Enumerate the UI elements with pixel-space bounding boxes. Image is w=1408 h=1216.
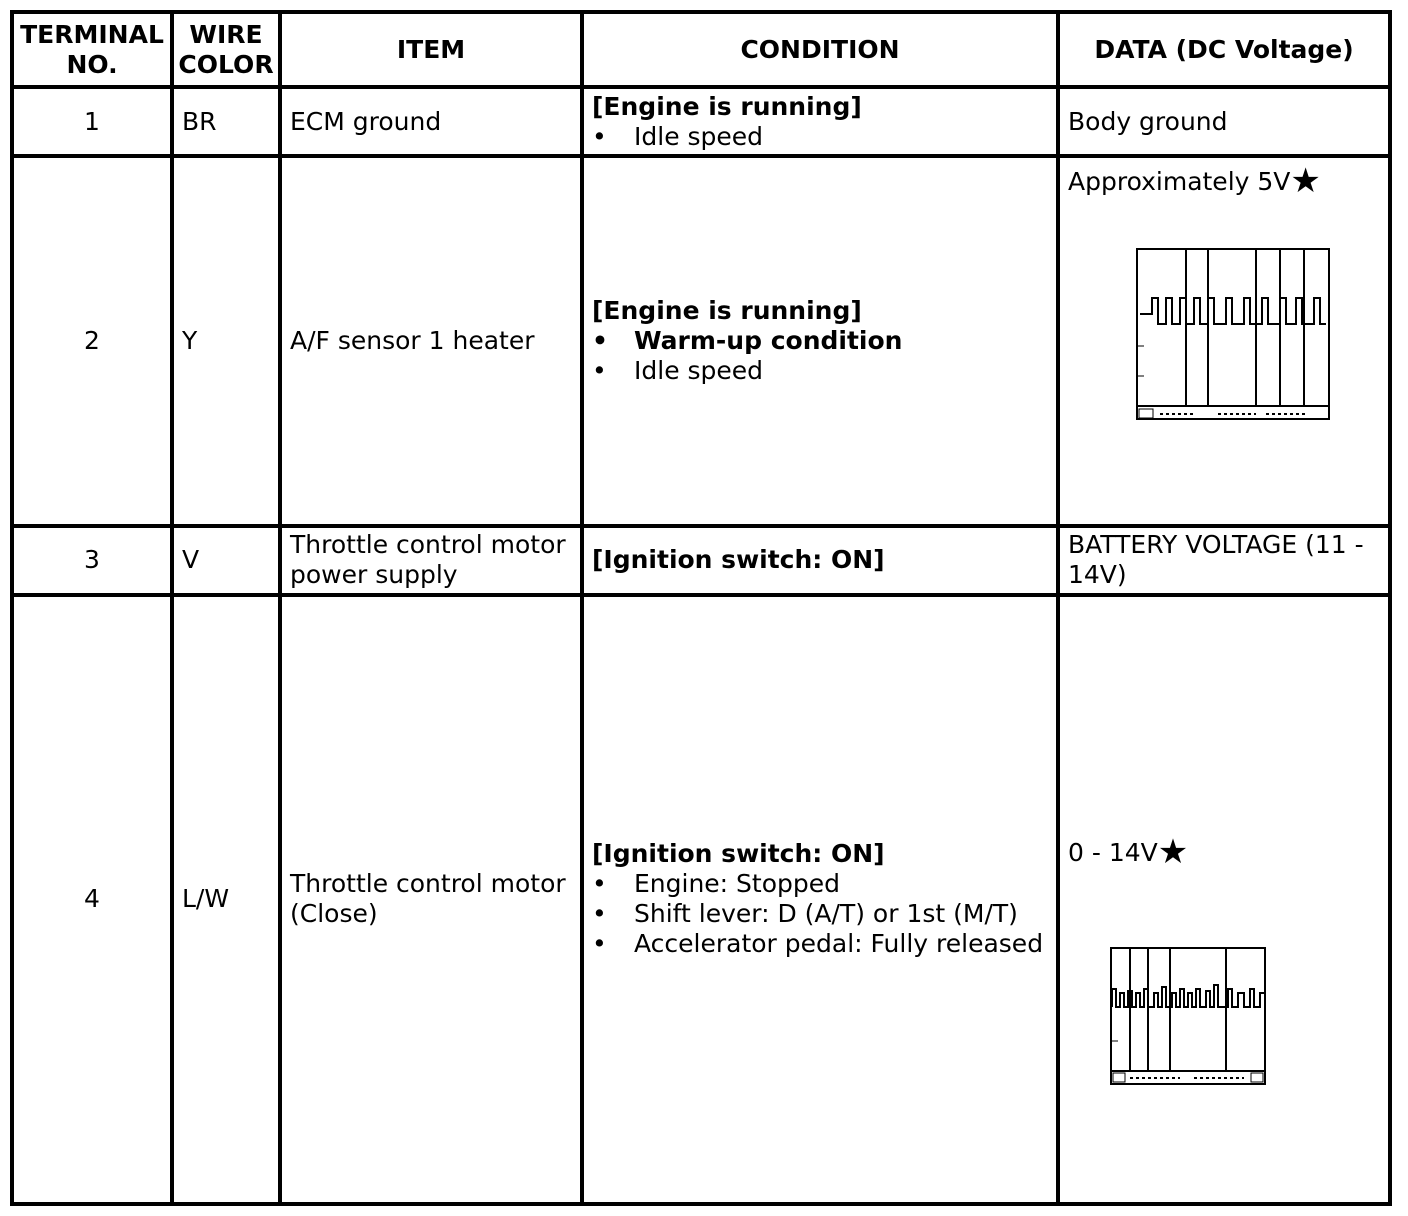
terminal-data-table <box>10 10 1392 1206</box>
header-condition: CONDITION <box>582 12 1058 87</box>
condition-list <box>592 122 1048 152</box>
condition-bullet: • Shift lever: D (A/T) or 1st (M/T) <box>592 899 1048 929</box>
table-row <box>12 526 1390 595</box>
table-row <box>12 156 1390 526</box>
terminal-number: 4 <box>12 595 172 1204</box>
condition-cell <box>582 87 1058 156</box>
item-name: A/F sensor 1 heater <box>280 156 582 526</box>
terminal-number: 1 <box>12 87 172 156</box>
header-row <box>12 12 1390 87</box>
header-data: DATA (DC Voltage) <box>1058 12 1390 87</box>
condition-cell <box>582 156 1058 526</box>
condition-bullet: • Idle speed <box>592 122 1048 152</box>
data-cell <box>1058 595 1390 1204</box>
condition-bullet: • Idle speed <box>592 356 1048 386</box>
item-name: ECM ground <box>280 87 582 156</box>
condition-bullet: • Warm-up condition <box>592 326 1048 356</box>
wire-color: BR <box>172 87 280 156</box>
item-name: Throttle control motor (Close) <box>280 595 582 1204</box>
header-terminal: TERMINAL NO. <box>12 12 172 87</box>
header-item: ITEM <box>280 12 582 87</box>
table-row <box>12 595 1390 1204</box>
condition-heading: [Engine is running] <box>592 295 862 325</box>
terminal-number: 3 <box>12 526 172 595</box>
oscilloscope-waveform-icon <box>1110 947 1268 1087</box>
data-cell <box>1058 156 1390 526</box>
header-wire-color: WIRE COLOR <box>172 12 280 87</box>
wire-color: Y <box>172 156 280 526</box>
oscilloscope-waveform-icon <box>1136 248 1332 422</box>
star-icon: ★ <box>1290 161 1321 202</box>
condition-cell <box>582 595 1058 1204</box>
data-value-wrap <box>1068 161 1321 202</box>
data-value: Approximately 5V <box>1068 167 1291 197</box>
table-row <box>12 87 1390 156</box>
condition-bullet: • Engine: Stopped <box>592 869 1048 899</box>
star-icon: ★ <box>1157 832 1189 873</box>
condition-heading: [Ignition switch: ON] <box>592 545 885 575</box>
data-value-wrap <box>1068 832 1189 873</box>
wire-color: V <box>172 526 280 595</box>
condition-list <box>592 326 1048 386</box>
data-value: Body ground <box>1058 87 1390 156</box>
condition-list <box>592 869 1048 959</box>
condition-bullet: • Accelerator pedal: Fully released <box>592 929 1048 959</box>
condition-heading: [Engine is running] <box>592 91 862 121</box>
data-value: 0 - 14V <box>1068 838 1158 868</box>
wire-color: L/W <box>172 595 280 1204</box>
condition-cell <box>582 526 1058 595</box>
data-value: BATTERY VOLTAGE (11 - 14V) <box>1058 526 1390 595</box>
condition-heading: [Ignition switch: ON] <box>592 839 885 869</box>
item-name: Throttle control motor power supply <box>280 526 582 595</box>
terminal-number: 2 <box>12 156 172 526</box>
